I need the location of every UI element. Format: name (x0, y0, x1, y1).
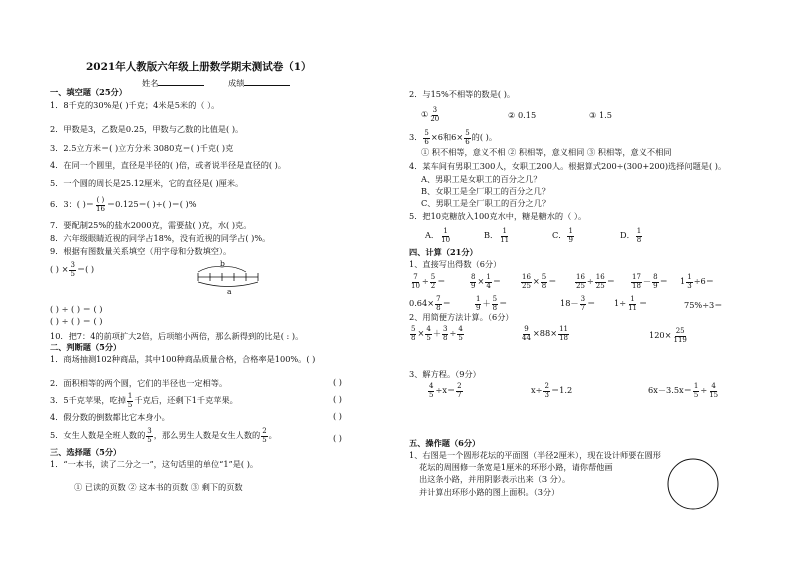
calc-r1-5: $\frac{17}{18}$ － $\frac{8}{9}$ ＝ (632, 273, 668, 290)
score-field[interactable] (228, 77, 290, 88)
q1-4: 4．在同一个圆里，直径是半径的( )倍，或者说半径是直径的( )。 (50, 160, 287, 170)
q4-1: 1、直接写出得数（6分） (409, 259, 502, 269)
q3-5-option-c: C． $\frac{1}{9}$ (552, 227, 573, 244)
name-label: 姓名 (142, 78, 159, 88)
q2-3: 3．5千克苹果，吃掉 $\frac{1}{5}$ 千克后，还剩下1千克苹果。 (50, 392, 238, 409)
section-1-heading: 一、填空题（25分） (50, 87, 127, 97)
q1-7: 7．要配制25%的盐水2000克，需要盐( )克，水( )克。 (50, 220, 252, 230)
q3-3-options: ① 积不相等，意义不相 ② 积相等，意义相同 ③ 积相等，意义不相同 (421, 147, 672, 157)
score-label: 成绩 (228, 78, 245, 88)
equation-1: $\frac{4}{5}$ ÷x＝ $\frac{2}{7}$ (429, 382, 462, 399)
calc-r1-3: $\frac{16}{25}$ × $\frac{5}{8}$ ＝ (522, 273, 557, 290)
q2-2: 2．面积相等的两个圆，它们的半径也一定相等。 (50, 378, 228, 388)
q1-9: 9．根据有图数量关系填空（用字母和分数填空）。 (50, 246, 232, 256)
q3-5-options: A． $\frac{1}{10}$ (425, 227, 451, 244)
q1-8: 8．六年级眼睛近视的同学占18%，没有近视的同学占( )%。 (50, 233, 271, 243)
q1-1: 1．8千克的30%是( )千克；4米是5米的（ ）。 (50, 100, 220, 110)
q1-2: 2．甲数是3，乙数是0.25，甲数与乙数的比值是( )。 (50, 124, 244, 134)
q3-5-option-b: B． $\frac{1}{11}$ (484, 227, 510, 244)
q2-4: 4．假分数的倒数都比它本身小。 (50, 412, 170, 422)
q2-3-mark[interactable]: ( ) (333, 394, 342, 404)
q5-line-1: 1、右图是一个圆形花坛的平面图（半径2厘米），现在设计师要在圆形 (409, 450, 661, 460)
q2-2-mark[interactable]: ( ) (333, 377, 342, 387)
q1-9-line1: ( ) ÷ ( ) ＝ ( ) (50, 304, 103, 314)
equation-2: x÷ $\frac{2}{3}$ ＝1.2 (531, 382, 573, 399)
exam-title: 2021年人教版六年级上册数学期末测试卷（1） (86, 61, 312, 73)
simplify-1: $\frac{5}{8}$ × $\frac{4}{5}$ ＋ $\frac{3}{8}$ ÷ $\frac{4}{5}$ (411, 325, 463, 342)
q3-4-a: A、男职工是女职工的百分之几？ (421, 174, 542, 184)
calc-r2-3: 18－ $\frac{3}{7}$ ＝ (560, 295, 596, 312)
q2-1: 1．商场抽测102种商品，其中100种商品质量合格，合格率是100%。( ) (50, 354, 316, 364)
q3-2-options: ① $\frac{3}{20}$ (421, 106, 440, 123)
q2-5: 5．女生人数是全班人数的 $\frac{3}{5}$ ，那么男生人数是女生人数的 $\frac{2}{5}$ 。 (50, 427, 277, 444)
fraction: $\frac{( )}{16}$ (95, 196, 105, 213)
q1-9-line2: ( ) ÷ ( ) ＝ ( ) (50, 316, 103, 326)
diagram-label-b: b (220, 259, 225, 268)
q5-line-3: 出这条小路，并用阴影表示出来（3 分）。 (419, 474, 571, 484)
q1-3: 3．2.5立方米＝( )立方分米 3080克＝( )千克( )克 (50, 143, 234, 153)
q3-1: 1．“一本书，读了二分之一”，这句话里的单位“1”是( )。 (50, 459, 259, 469)
q4-3: 3、解方程。（9分） (409, 369, 481, 379)
q3-1-options: ① 已读的页数 ② 这本书的页数 ③ 剩下的页数 (74, 482, 243, 492)
q1-9-expr: ( ) × $\frac{3}{5}$ ＝( ) (50, 261, 95, 278)
name-field[interactable] (142, 77, 204, 88)
q3-3: 3． $\frac{5}{6}$ ×6和6× $\frac{5}{6}$ 的( )。 (409, 129, 498, 146)
q3-2: 2．与15%不相等的数是( )。 (409, 89, 516, 99)
q4-2: 2、用简便方法计算。（6分） (409, 312, 514, 322)
q1-10: 10．把7：4的前项扩大2倍，后项缩小两倍，那么新得到的比是( : )。 (50, 331, 304, 341)
q3-2-option-2: ② 0.15 (508, 110, 537, 120)
q3-5-option-d: D． $\frac{1}{8}$ (620, 227, 642, 244)
q5-line-4: 并计算出环形小路的图上面积。（3分） (419, 487, 560, 497)
section-4-heading: 四、计算（21分） (409, 247, 478, 257)
calc-r2-1: 0.64× $\frac{7}{8}$ ＝ (409, 295, 451, 312)
equation-3: 6x－3.5x＝ $\frac{1}{5}$ ÷ $\frac{4}{15}$ (648, 382, 719, 399)
q3-4-c: C、男职工是全厂职工的百分之几？ (421, 198, 551, 208)
q3-4: 4．某车间有男职工300人，女职工200人。根据算式200÷(300+200)选择问题是( )。 (409, 161, 727, 171)
calc-r1-4: $\frac{16}{25}$ ÷ $\frac{16}{25}$ ＝ (576, 273, 615, 290)
section-3-heading: 三、选择题（5分） (50, 447, 122, 457)
simplify-2: $\frac{9}{44}$ ×88× $\frac{11}{18}$ (522, 325, 568, 342)
q3-4-b: B、女职工是全厂职工的百分之几？ (421, 186, 550, 196)
q3-2-option-3: ③ 1.5 (589, 110, 612, 120)
calc-r1-2: $\frac{8}{9}$ × $\frac{1}{4}$ ＝ (471, 273, 502, 290)
calc-r1-1: $\frac{7}{10}$ ÷ $\frac{5}{2}$ ＝ (411, 273, 446, 290)
q2-4-mark[interactable]: ( ) (333, 411, 342, 421)
q3-5: 5．把10克糖放入100克水中，糖是糖水的（ ）。 (409, 211, 587, 221)
calc-r1-6: 1 $\frac{1}{3}$ ÷6＝ (680, 273, 714, 290)
section-2-heading: 二、判断题（5分） (50, 342, 122, 352)
q1-5: 5．一个圆的周长是25.12厘米，它的直径是( )厘米。 (50, 178, 244, 188)
q5-line-2: 花坛的周围修一条宽是1厘米的环形小路，请你帮他画 (419, 462, 613, 472)
q2-5-mark[interactable]: ( ) (333, 433, 342, 443)
q1-6: 6．3：( )＝ $\frac{( )}{16}$ ＝0.125＝( )÷( )＝( )% (50, 196, 197, 213)
section-5-heading: 五、操作题（6分） (409, 438, 481, 448)
calc-r2-4: 1÷ $\frac{1}{11}$ ＝ (614, 295, 648, 312)
simplify-3: 120× $\frac{25}{119}$ (649, 327, 687, 344)
calc-r2-2: $\frac{1}{9}$ ＋ $\frac{5}{8}$ ＝ (476, 295, 508, 312)
flowerbed-circle (666, 457, 720, 511)
diagram-label-a: a (227, 287, 232, 296)
calc-r2-5: 75%÷3＝ (684, 300, 723, 310)
